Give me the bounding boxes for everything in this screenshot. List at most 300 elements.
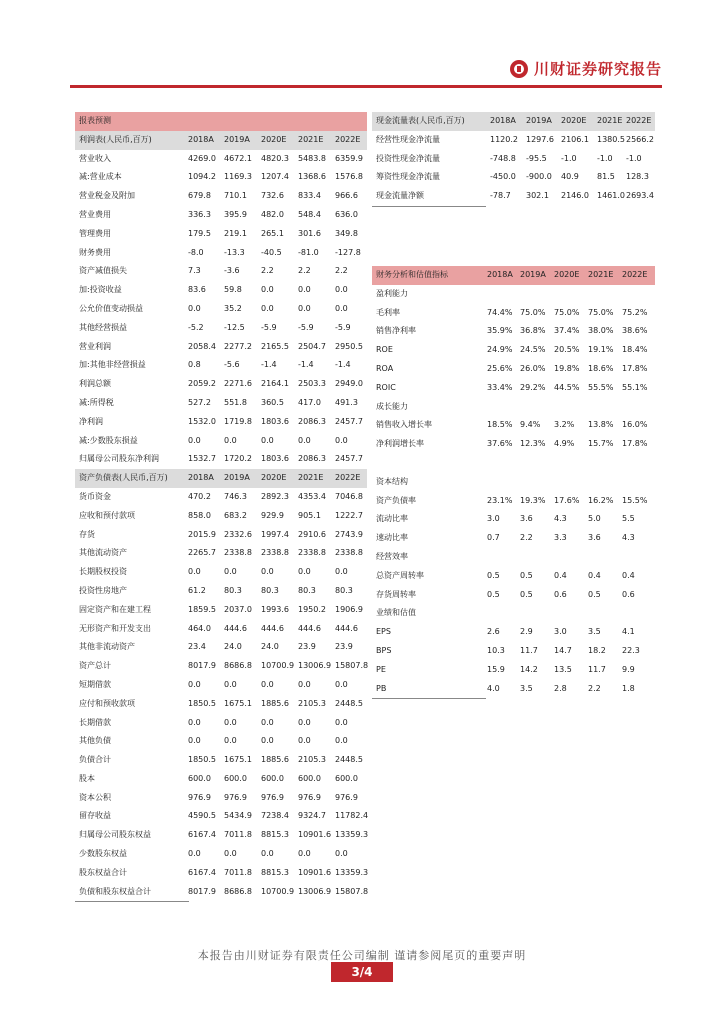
cell-value: 4269.0 xyxy=(188,153,216,163)
cell-value: 16.2% xyxy=(588,495,614,505)
cell-value: 600.0 xyxy=(188,773,211,783)
row-label: 应收和预付款项 xyxy=(79,510,135,520)
cell-value: 2021E xyxy=(298,134,324,144)
row-label: 资产负债表(人民币,百万) xyxy=(79,473,168,483)
cell-value: 5434.9 xyxy=(224,811,252,821)
cell-value: 10901.6 xyxy=(298,867,332,877)
cell-value: 59.8 xyxy=(224,285,242,295)
cell-value: 1207.4 xyxy=(261,172,289,182)
cell-value: 10700.9 xyxy=(261,886,295,896)
row-label: 经营效率 xyxy=(376,551,408,561)
cell-value: 2058.4 xyxy=(188,341,216,351)
cell-value: 0.5 xyxy=(487,589,500,599)
table-row xyxy=(75,676,367,695)
cell-value: 13.8% xyxy=(588,420,614,430)
cell-value: 2019A xyxy=(520,270,546,279)
cell-value: 2146.0 xyxy=(561,191,589,201)
cell-value: 0.0 xyxy=(188,717,201,727)
row-label: 资本结构 xyxy=(376,476,408,486)
company-logo-icon xyxy=(510,60,528,78)
cell-value: 0.6 xyxy=(554,589,567,599)
cell-value: 75.2% xyxy=(622,307,648,317)
cell-value: 40.9 xyxy=(561,172,579,182)
forecast-table-left xyxy=(75,112,367,901)
cell-value: 17.8% xyxy=(622,439,648,449)
cell-value: -5.2 xyxy=(188,322,204,332)
cell-value: 1380.5 xyxy=(597,134,625,144)
cell-value: 0.0 xyxy=(298,435,311,445)
cell-value: 0.0 xyxy=(224,736,237,746)
cell-value: 1169.3 xyxy=(224,172,252,182)
cell-value: 0.0 xyxy=(335,567,348,577)
row-label: 归属母公司股东净利润 xyxy=(79,454,159,464)
cell-value: 1120.2 xyxy=(490,134,518,144)
table-row xyxy=(372,661,655,680)
row-label: 归属母公司股东权益 xyxy=(79,830,151,840)
table-row xyxy=(372,529,655,548)
cell-value: 24.0 xyxy=(261,642,279,652)
row-label: 资产负债率 xyxy=(376,495,416,505)
cell-value: 0.0 xyxy=(335,303,348,313)
cell-value: -1.0 xyxy=(597,153,613,163)
cell-value: 833.4 xyxy=(298,191,321,201)
row-label: 加:其他非经营损益 xyxy=(79,360,146,370)
cell-value: 0.5 xyxy=(520,589,533,599)
row-label: 管理费用 xyxy=(79,228,111,238)
row-label: 留存收益 xyxy=(79,811,111,821)
cell-value: 2037.0 xyxy=(224,604,252,614)
cell-value: -900.0 xyxy=(526,172,552,182)
cell-value: 600.0 xyxy=(298,773,321,783)
page-number: 3/4 xyxy=(331,962,393,982)
cell-value: 0.0 xyxy=(261,736,274,746)
cell-value: 81.5 xyxy=(597,172,615,182)
cell-value: 9.4% xyxy=(520,420,541,430)
cell-value: 4.3 xyxy=(622,533,635,543)
row-label: 长期借款 xyxy=(79,717,111,727)
cell-value: 36.8% xyxy=(520,326,546,336)
cell-value: 0.0 xyxy=(335,849,348,859)
cell-value: 7.3 xyxy=(188,266,201,276)
row-label: 股东权益合计 xyxy=(79,867,127,877)
cell-value: 38.0% xyxy=(588,326,614,336)
table-row xyxy=(372,360,655,379)
cell-value: 0.0 xyxy=(188,567,201,577)
cell-value: 3.0 xyxy=(487,514,500,524)
row-label: 营业收入 xyxy=(79,153,111,163)
cell-value: 16.0% xyxy=(622,420,648,430)
cell-value: 2338.8 xyxy=(298,548,326,558)
table-row xyxy=(75,620,367,639)
table-row xyxy=(372,285,655,304)
cell-value: 2693.4 xyxy=(626,191,654,201)
cell-value: 1461.0 xyxy=(597,191,625,201)
table-row xyxy=(75,413,367,432)
table-row xyxy=(75,563,367,582)
cell-value: 1094.2 xyxy=(188,172,216,182)
row-label: 成长能力 xyxy=(376,401,408,411)
cell-value: 683.2 xyxy=(224,510,247,520)
table-row xyxy=(75,732,367,751)
cell-value: 0.6 xyxy=(622,589,635,599)
cell-value: 29.2% xyxy=(520,382,546,392)
table-row xyxy=(75,281,367,300)
row-label: 长期股权投资 xyxy=(79,567,127,577)
row-label: 加:投资收益 xyxy=(79,285,122,295)
cell-value: 6167.4 xyxy=(188,867,216,877)
cell-value: 3.5 xyxy=(520,683,533,693)
cell-value: 15.7% xyxy=(588,439,614,449)
cell-value: 80.3 xyxy=(335,585,353,595)
row-label: 其他非流动资产 xyxy=(79,642,135,652)
row-label: 销售收入增长率 xyxy=(376,420,432,430)
row-label: 负债和股东权益合计 xyxy=(79,886,151,896)
cell-value: 0.4 xyxy=(588,570,601,580)
cell-value: 24.0 xyxy=(224,642,242,652)
table-row xyxy=(75,356,367,375)
row-label: 公允价值变动损益 xyxy=(79,303,143,313)
cashflow-table xyxy=(372,112,655,206)
table-row xyxy=(372,623,655,642)
table-row xyxy=(372,473,655,492)
table-row xyxy=(75,789,367,808)
row-label: PE xyxy=(376,664,386,674)
cell-value: 336.3 xyxy=(188,209,211,219)
cell-value: 4820.3 xyxy=(261,153,289,163)
cell-value: 0.5 xyxy=(487,570,500,580)
cell-value: 13359.3 xyxy=(335,830,369,840)
row-label: 业绩和估值 xyxy=(376,608,416,618)
table-row xyxy=(75,695,367,714)
cell-value: 2018A xyxy=(188,473,214,483)
cell-value: 929.9 xyxy=(261,510,284,520)
row-label: 营业费用 xyxy=(79,209,111,219)
cell-value: 2332.6 xyxy=(224,529,252,539)
cell-value: 0.8 xyxy=(188,360,201,370)
cell-value: 12.3% xyxy=(520,439,546,449)
cell-value: 2338.8 xyxy=(261,548,289,558)
cell-value: 0.0 xyxy=(261,717,274,727)
row-label: 销售净利率 xyxy=(376,326,416,336)
cell-value: 2164.1 xyxy=(261,379,289,389)
row-label: 减:营业成本 xyxy=(79,172,122,182)
cell-value: 2019A xyxy=(224,134,250,144)
cell-value: 74.4% xyxy=(487,307,513,317)
cell-value: 2.2 xyxy=(298,266,311,276)
row-label: ROIC xyxy=(376,382,396,392)
cell-value: 15.5% xyxy=(622,495,648,505)
cell-value: 0.0 xyxy=(298,849,311,859)
cell-value: 0.0 xyxy=(298,567,311,577)
table-row xyxy=(372,341,655,360)
cell-value: 7011.8 xyxy=(224,830,252,840)
cell-value: 732.6 xyxy=(261,191,284,201)
cell-value: 444.6 xyxy=(261,623,284,633)
header-rule xyxy=(70,85,662,88)
cell-value: 33.4% xyxy=(487,382,513,392)
cell-value: 8686.8 xyxy=(224,661,252,671)
cell-value: 1906.9 xyxy=(335,604,363,614)
cell-value: 11.7 xyxy=(588,664,606,674)
cell-value: 265.1 xyxy=(261,228,284,238)
cell-value: 548.4 xyxy=(298,209,321,219)
table-title-text: 报表预测 xyxy=(79,116,111,125)
cell-value: 61.2 xyxy=(188,585,206,595)
table-row xyxy=(372,510,655,529)
cell-value: 1997.4 xyxy=(261,529,289,539)
cell-value: 1950.2 xyxy=(298,604,326,614)
cell-value: 417.0 xyxy=(298,397,321,407)
cell-value: 38.6% xyxy=(622,326,648,336)
row-label: ROE xyxy=(376,345,393,355)
row-label: 现金流量净额 xyxy=(376,191,424,201)
table-header xyxy=(75,469,367,488)
cell-value: 1850.5 xyxy=(188,698,216,708)
cell-value: 2.2 xyxy=(335,266,348,276)
cell-value: 0.0 xyxy=(261,849,274,859)
row-label: 固定资产和在建工程 xyxy=(79,604,151,614)
cell-value: 3.0 xyxy=(554,627,567,637)
cell-value: 0.0 xyxy=(335,736,348,746)
cell-value: 2165.5 xyxy=(261,341,289,351)
table-row xyxy=(75,657,367,676)
cell-value: -5.9 xyxy=(261,322,277,332)
cell-value: 976.9 xyxy=(188,792,211,802)
cell-value: 19.3% xyxy=(520,495,546,505)
table-row xyxy=(75,638,367,657)
cell-value: 976.9 xyxy=(335,792,358,802)
cell-value: 3.6 xyxy=(520,514,533,524)
cell-value: 8017.9 xyxy=(188,886,216,896)
cell-value: 37.4% xyxy=(554,326,580,336)
cell-value: 2.2 xyxy=(588,683,601,693)
cell-value: 24.5% xyxy=(520,345,546,355)
table-row xyxy=(75,375,367,394)
cell-value: 23.9 xyxy=(335,642,353,652)
cell-value: 2021E xyxy=(298,473,324,483)
table-row xyxy=(372,187,655,206)
cell-value: 23.9 xyxy=(298,642,316,652)
cell-value: 4672.1 xyxy=(224,153,252,163)
cell-value: 23.1% xyxy=(487,495,513,505)
cell-value: 0.0 xyxy=(188,736,201,746)
cell-value: 2022E xyxy=(335,134,361,144)
row-label: 经营性现金净流量 xyxy=(376,134,440,144)
table-row xyxy=(372,680,655,699)
cell-value: -1.0 xyxy=(626,153,642,163)
cell-value: 15807.8 xyxy=(335,886,369,896)
table-row xyxy=(75,244,367,263)
cell-value: 4.3 xyxy=(554,514,567,524)
cell-value: 14.2 xyxy=(520,664,538,674)
cell-value: 22.3 xyxy=(622,645,640,655)
cell-value: 527.2 xyxy=(188,397,211,407)
cell-value: 0.0 xyxy=(261,285,274,295)
cell-value: -127.8 xyxy=(335,247,361,257)
cell-value: 2.2 xyxy=(520,533,533,543)
row-label: 应付和预收款项 xyxy=(79,698,135,708)
cell-value: 17.8% xyxy=(622,363,648,373)
row-label: 其他经营损益 xyxy=(79,322,127,332)
cell-value: 1885.6 xyxy=(261,755,289,765)
cell-value: 75.0% xyxy=(520,307,546,317)
cell-value: 128.3 xyxy=(626,172,649,182)
cell-value: -95.5 xyxy=(526,153,547,163)
cell-value: 2910.6 xyxy=(298,529,326,539)
cell-value: 0.0 xyxy=(224,435,237,445)
table-row xyxy=(372,150,655,169)
cell-value: 7046.8 xyxy=(335,491,363,501)
cell-value: 2019A xyxy=(224,473,250,483)
cell-value: 2338.8 xyxy=(224,548,252,558)
cell-value: 0.0 xyxy=(224,849,237,859)
table-bottom-rule xyxy=(372,698,486,699)
table-row xyxy=(75,751,367,770)
row-label: 盈利能力 xyxy=(376,288,408,298)
cell-value: 2504.7 xyxy=(298,341,326,351)
table-row xyxy=(75,582,367,601)
table-row xyxy=(75,206,367,225)
brand-logo xyxy=(510,58,662,79)
cell-value: 491.3 xyxy=(335,397,358,407)
table-row xyxy=(372,398,655,417)
cell-value: 0.0 xyxy=(224,567,237,577)
row-label: 营业税金及附加 xyxy=(79,191,135,201)
cell-value: 5.0 xyxy=(588,514,601,524)
cell-value: 0.0 xyxy=(261,303,274,313)
cell-value: 600.0 xyxy=(335,773,358,783)
cell-value: -5.9 xyxy=(298,322,314,332)
row-label: 财务分析和估值指标 xyxy=(376,270,448,279)
cell-value: 2021E xyxy=(597,116,623,125)
cell-value: 8017.9 xyxy=(188,661,216,671)
table-row xyxy=(75,864,367,883)
cell-value: -1.4 xyxy=(335,360,351,370)
cell-value: 219.1 xyxy=(224,228,247,238)
cell-value: -1.4 xyxy=(261,360,277,370)
table-row xyxy=(372,435,655,454)
cell-value: 15.9 xyxy=(487,664,505,674)
cell-value: 0.0 xyxy=(188,679,201,689)
cell-value: 2448.5 xyxy=(335,755,363,765)
cell-value: 2018A xyxy=(188,134,214,144)
cell-value: -8.0 xyxy=(188,247,204,257)
cell-value: -78.7 xyxy=(490,191,511,201)
cell-value: 470.2 xyxy=(188,491,211,501)
row-label: 少数股东权益 xyxy=(79,849,127,859)
cell-value: 13006.9 xyxy=(298,886,332,896)
cell-value: 2.8 xyxy=(554,683,567,693)
cell-value: 9.9 xyxy=(622,664,635,674)
cell-value: 2019A xyxy=(526,116,552,125)
row-label: 毛利率 xyxy=(376,307,400,317)
cell-value: 15807.8 xyxy=(335,661,369,671)
table-row xyxy=(372,604,655,623)
row-label: 净利润 xyxy=(79,416,103,426)
cell-value: 1675.1 xyxy=(224,755,252,765)
cell-value: 0.0 xyxy=(335,679,348,689)
cell-value: 395.9 xyxy=(224,209,247,219)
cell-value: 1720.2 xyxy=(224,454,252,464)
cell-value: 2018A xyxy=(490,116,516,125)
cell-value: 10901.6 xyxy=(298,830,332,840)
cell-value: 9324.7 xyxy=(298,811,326,821)
cell-value: 0.0 xyxy=(298,285,311,295)
cell-value: 0.0 xyxy=(335,717,348,727)
table-row xyxy=(75,450,367,469)
cell-value: 24.9% xyxy=(487,345,513,355)
cell-value: 2.2 xyxy=(261,266,274,276)
table-row xyxy=(75,150,367,169)
row-label: EPS xyxy=(376,627,391,637)
cell-value: 2503.3 xyxy=(298,379,326,389)
cell-value: 3.6 xyxy=(588,533,601,543)
cell-value: 2018A xyxy=(487,270,513,279)
cell-value: 2022E xyxy=(335,473,361,483)
cell-value: 2950.5 xyxy=(335,341,363,351)
cell-value: 1576.8 xyxy=(335,172,363,182)
table-row xyxy=(75,526,367,545)
cell-value: 858.0 xyxy=(188,510,211,520)
row-label: 流动比率 xyxy=(376,514,408,524)
cell-value: 11.7 xyxy=(520,645,538,655)
table-row xyxy=(75,601,367,620)
cell-value: 746.3 xyxy=(224,491,247,501)
cell-value: 966.6 xyxy=(335,191,358,201)
cell-value: 0.0 xyxy=(188,435,201,445)
row-label: 速动比率 xyxy=(376,533,408,543)
table-row xyxy=(372,379,655,398)
cell-value: 2015.9 xyxy=(188,529,216,539)
cell-value: 2105.3 xyxy=(298,698,326,708)
cell-value: 8686.8 xyxy=(224,886,252,896)
cell-value: -81.0 xyxy=(298,247,319,257)
row-label: 减:所得税 xyxy=(79,397,114,407)
row-label: 短期借款 xyxy=(79,679,111,689)
cell-value: 0.0 xyxy=(298,717,311,727)
row-label: 股本 xyxy=(79,773,95,783)
cell-value: 25.6% xyxy=(487,363,513,373)
cell-value: -1.0 xyxy=(561,153,577,163)
cell-value: 482.0 xyxy=(261,209,284,219)
cell-value: 1297.6 xyxy=(526,134,554,144)
cell-value: 1.8 xyxy=(622,683,635,693)
row-label: 其他流动资产 xyxy=(79,548,127,558)
cell-value: 20.5% xyxy=(554,345,580,355)
cell-value: 2457.7 xyxy=(335,416,363,426)
cell-value: 5.5 xyxy=(622,514,635,524)
cell-value: -450.0 xyxy=(490,172,516,182)
cell-value: 179.5 xyxy=(188,228,211,238)
cell-value: 4.9% xyxy=(554,439,575,449)
cell-value: 2020E xyxy=(261,134,287,144)
cell-value: 2086.3 xyxy=(298,454,326,464)
cell-value: 302.1 xyxy=(526,191,549,201)
table-header xyxy=(372,266,655,285)
table-row xyxy=(75,507,367,526)
cell-value: 464.0 xyxy=(188,623,211,633)
cell-value: 444.6 xyxy=(335,623,358,633)
cell-value: 1675.1 xyxy=(224,698,252,708)
table-row xyxy=(75,770,367,789)
table-row xyxy=(75,187,367,206)
row-label: 净利润增长率 xyxy=(376,439,424,449)
cell-value: 18.6% xyxy=(588,363,614,373)
row-label: 货币资金 xyxy=(79,491,111,501)
cell-value: 7011.8 xyxy=(224,867,252,877)
cell-value: 1532.7 xyxy=(188,454,216,464)
table-row xyxy=(75,168,367,187)
